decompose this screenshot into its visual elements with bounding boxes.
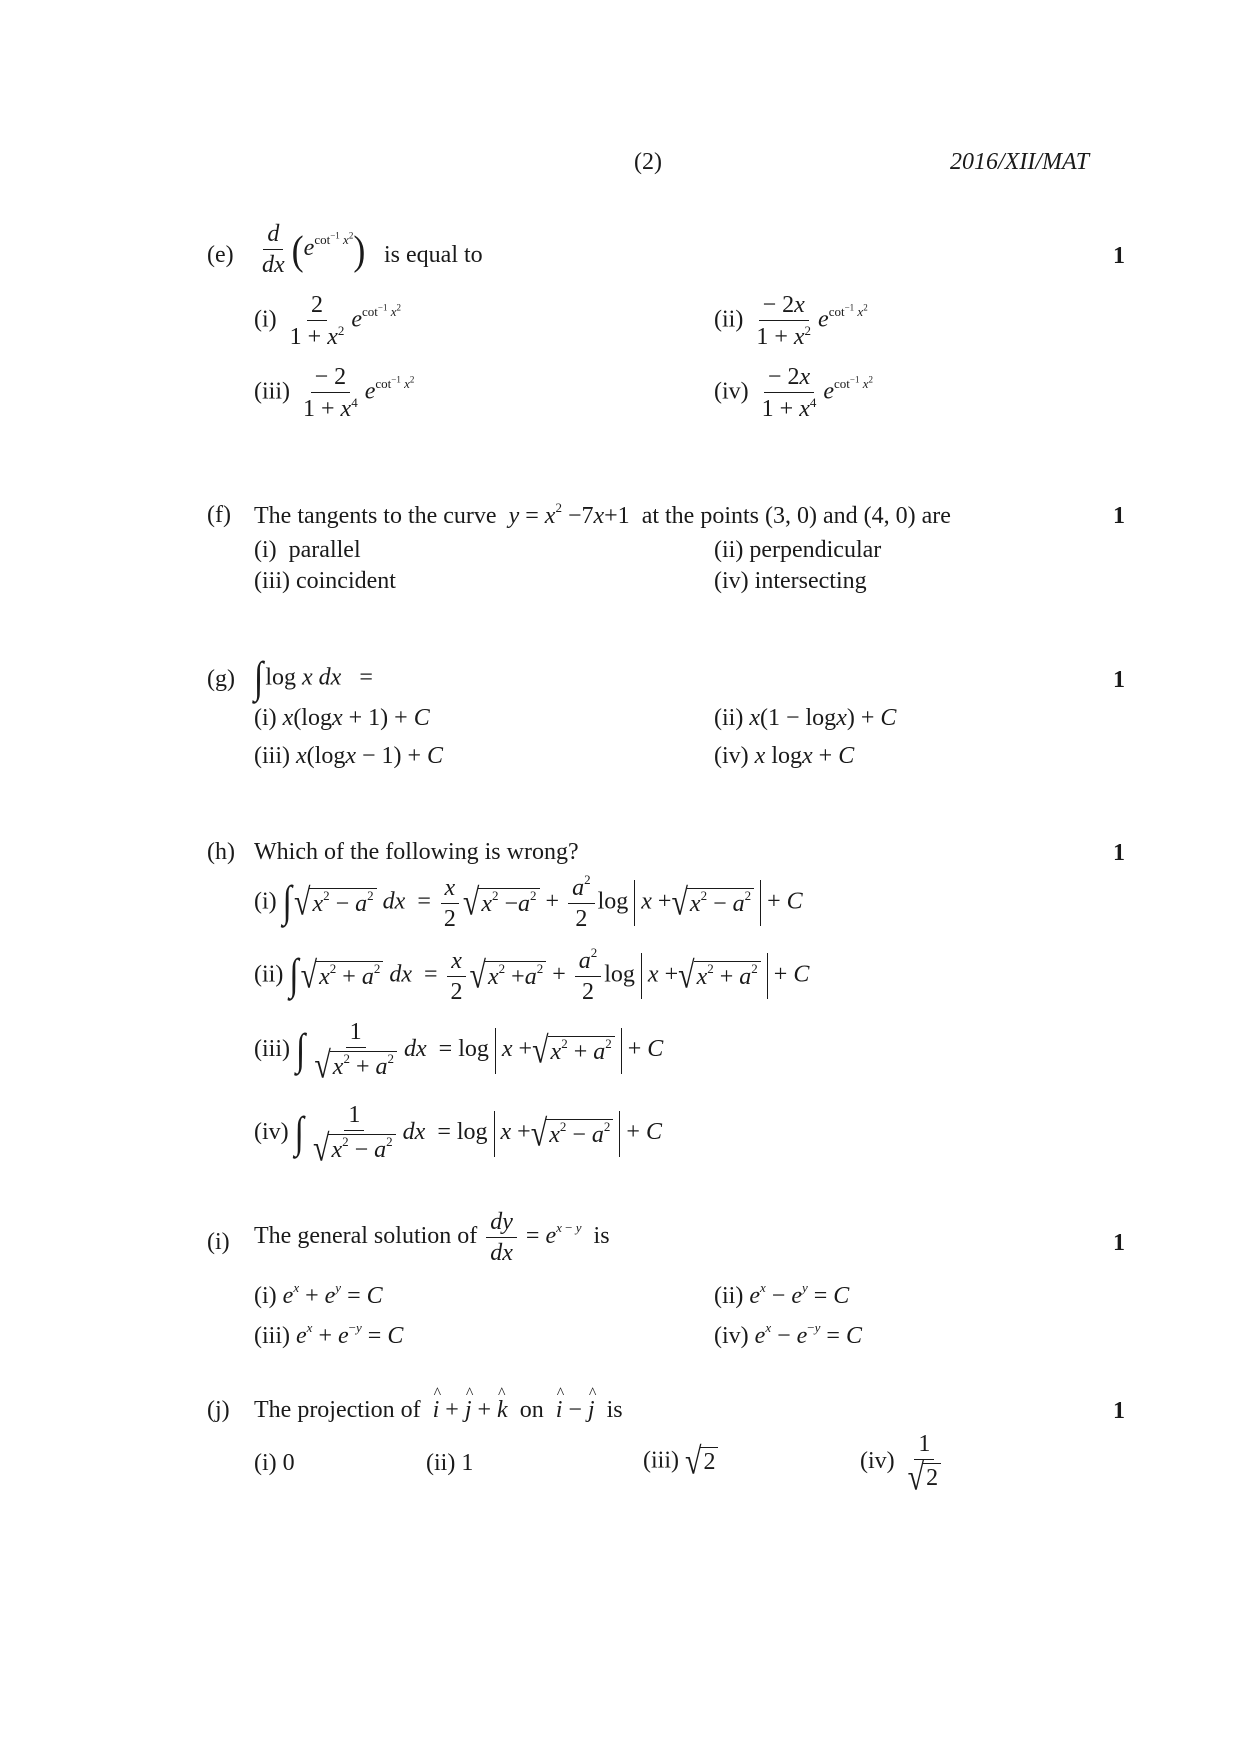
option-h-i[interactable]: (i) ∫ √ $x^2 - a^2$ dx = $\frac{x}{2}$ √ $x^2 -a^2$ + $\frac{a^2}{2}$ log x + √ $x^2 - a^2$ + C: [254, 872, 803, 932]
question-f-stem-text: The tangents to the curve: [254, 503, 497, 529]
option-i-ii[interactable]: (ii) $e^x - e^y = C$: [714, 1280, 850, 1309]
question-f-stem-tail: at the points (3, 0) and (4, 0) are: [641, 503, 951, 529]
option-label: (iv): [860, 1448, 895, 1475]
option-label: (iii): [643, 1447, 679, 1474]
option-label: (iv): [714, 743, 749, 769]
question-i-stem-text: The general solution of: [254, 1223, 478, 1250]
option-label: (i): [254, 1283, 277, 1309]
question-e-marks: 1: [1113, 243, 1125, 269]
question-i-label: (i): [207, 1229, 230, 1255]
question-j-marks: 1: [1113, 1398, 1125, 1424]
option-label: (i): [254, 888, 277, 915]
question-i-stem-tail: is: [593, 1223, 610, 1250]
question-j-stem: The projection of ^ i + ^ j + ^ k on ^ i − ^ j is: [254, 1398, 623, 1422]
option-j-i[interactable]: (i) 0: [254, 1450, 295, 1476]
question-f-stem: The tangents to the curve $y = x^2 -7x+1$ at the points (3, 0) and (4, 0) are: [254, 500, 951, 529]
paper-code: 2016/XII/MAT: [950, 149, 1090, 175]
option-f-i[interactable]: (i) parallel: [254, 537, 361, 563]
option-e-iv[interactable]: (iv) $\frac{- 2x}{1 + x^4}$ $e^{cot^{-1} x^2}$: [714, 364, 874, 422]
option-label: (ii): [714, 306, 744, 333]
question-i-stem: The general solution of $\frac{dy}{dx}$ = $e^{x - y}$ is: [254, 1209, 610, 1266]
option-label: (iv): [714, 378, 749, 405]
option-j-iii[interactable]: (iii) √ 2: [643, 1447, 718, 1477]
option-label: (iii): [254, 743, 290, 769]
option-label: (i): [254, 705, 277, 731]
option-e-ii[interactable]: (ii) $\frac{- 2x}{1 + x^2}$ $e^{cot^{-1} x^2}$: [714, 292, 868, 350]
question-f-label: (f): [207, 502, 231, 528]
option-g-ii[interactable]: (ii) x(1 − logx) + C: [714, 705, 897, 731]
question-h-marks: 1: [1113, 840, 1125, 866]
question-h-stem: Which of the following is wrong?: [254, 839, 579, 865]
option-label: (iv): [714, 1323, 749, 1349]
option-i-iv[interactable]: (iv) $e^x - e^{-y} = C$: [714, 1320, 862, 1349]
option-h-iv[interactable]: (iv) ∫ 1 √ $x^2 - a^2$ dx = log x + √ $x^2 - a^2$ + C: [254, 1102, 662, 1169]
question-j-stem-text: The projection of: [254, 1397, 421, 1423]
option-label: (iii): [254, 1036, 290, 1063]
question-e-stem: is equal to: [384, 242, 483, 268]
question-j-label: (j): [207, 1397, 230, 1423]
question-g-expression: ∫log x dx =: [254, 654, 373, 703]
page-number: (2): [634, 149, 662, 175]
option-h-ii[interactable]: (ii) ∫ √ $x^2 + a^2$ dx = $\frac{x}{2}$ √ $x^2 +a^2$ + $\frac{a^2}{2}$ log x + √ $x^2 + a^2$ + C: [254, 945, 810, 1005]
question-f-marks: 1: [1113, 503, 1125, 529]
question-g-label: (g): [207, 666, 235, 692]
option-g-iii[interactable]: (iii) x(logx − 1) + C: [254, 743, 444, 769]
option-label: (iii): [254, 1323, 290, 1349]
question-e-expression: $\frac{d}{dx}$ $(e^{cot^{-1} x^2})$: [262, 221, 366, 278]
option-e-iii[interactable]: (iii) $\frac{- 2}{1 + x^4}$ $e^{cot^{-1} x^2}$: [254, 364, 415, 422]
option-i-i[interactable]: (i) $e^x + e^y = C$: [254, 1280, 383, 1309]
option-j-iv[interactable]: (iv) 1 √ 2: [860, 1432, 948, 1493]
question-i-marks: 1: [1113, 1230, 1125, 1256]
option-f-iv[interactable]: (iv) intersecting: [714, 568, 867, 594]
option-f-iii[interactable]: (iii) coincident: [254, 568, 396, 594]
option-g-iv[interactable]: (iv) x logx + C: [714, 743, 855, 769]
option-label: (iii): [254, 378, 290, 405]
option-f-ii[interactable]: (ii) perpendicular: [714, 537, 882, 563]
option-h-iii[interactable]: (iii) ∫ 1 √ $x^2 + a^2$ dx = log x + √ $x^2 + a^2$ + C: [254, 1019, 664, 1086]
option-j-ii[interactable]: (ii) 1: [426, 1450, 474, 1476]
option-label: (ii): [714, 705, 744, 731]
option-e-i[interactable]: (i) $\frac{2}{1 + x^2}$ $e^{cot^{-1} x^2}$: [254, 292, 402, 350]
question-j-stem-tail: is: [606, 1397, 623, 1423]
question-h-label: (h): [207, 839, 235, 865]
question-e-label: (e): [207, 242, 234, 268]
option-i-iii[interactable]: (iii) $e^x + e^{-y} = C$: [254, 1320, 404, 1349]
option-label: (ii): [254, 961, 284, 988]
option-label: (i): [254, 306, 277, 333]
option-g-i[interactable]: (i) x(logx + 1) + C: [254, 705, 430, 731]
option-label: (iv): [254, 1119, 289, 1146]
question-j-stem-mid: on: [519, 1397, 544, 1423]
option-label: (ii): [714, 1283, 744, 1309]
question-g-marks: 1: [1113, 667, 1125, 693]
